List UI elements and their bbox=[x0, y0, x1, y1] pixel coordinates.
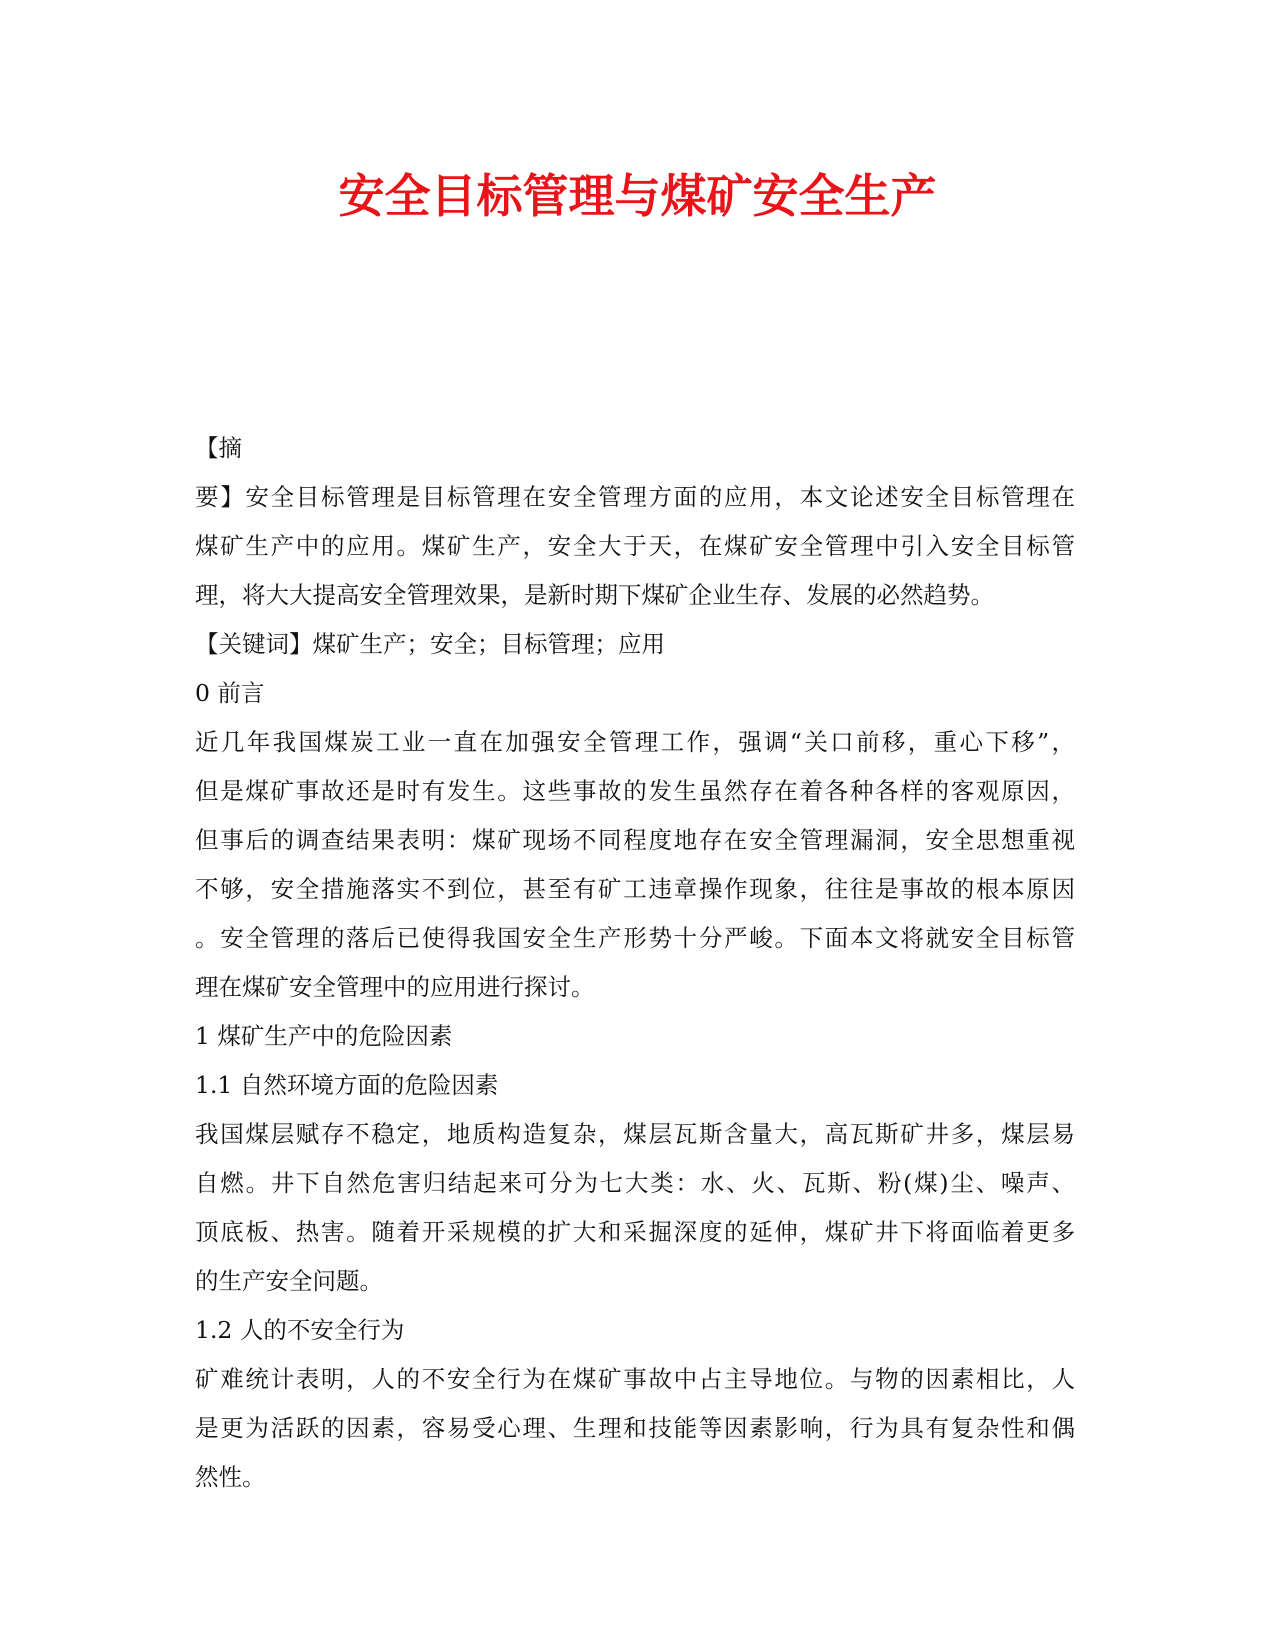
keywords-line: 【关键词】煤矿生产；安全；目标管理；应用 bbox=[195, 630, 665, 658]
paragraph-line: 顶底板、热害。随着开采规模的扩大和采掘深度的延伸，煤矿井下将面临着更多 bbox=[195, 1218, 1075, 1246]
paragraph-line: 理在煤矿安全管理中的应用进行探讨。 bbox=[195, 973, 595, 1001]
abstract-line: 煤矿生产中的应用。煤矿生产，安全大于天，在煤矿安全管理中引入安全目标管 bbox=[195, 532, 1075, 560]
subsection-heading: 1.1 自然环境方面的危险因素 bbox=[195, 1071, 499, 1099]
paragraph-line: 的生产安全问题。 bbox=[195, 1267, 383, 1295]
section-heading: 1 煤矿生产中的危险因素 bbox=[195, 1022, 453, 1050]
paragraph-line: 是更为活跃的因素，容易受心理、生理和技能等因素影响，行为具有复杂性和偶 bbox=[195, 1414, 1075, 1442]
document-body bbox=[195, 424, 1075, 1502]
abstract-line: 要】安全目标管理是目标管理在安全管理方面的应用，本文论述安全目标管理在 bbox=[195, 483, 1075, 511]
paragraph-line: 不够，安全措施落实不到位，甚至有矿工违章操作现象，往往是事故的根本原因 bbox=[195, 875, 1075, 903]
paragraph-line: 我国煤层赋存不稳定，地质构造复杂，煤层瓦斯含量大，高瓦斯矿井多，煤层易 bbox=[195, 1120, 1075, 1148]
paragraph-line: 矿难统计表明，人的不安全行为在煤矿事故中占主导地位。与物的因素相比，人 bbox=[195, 1365, 1075, 1393]
paragraph-line: 近几年我国煤炭工业一直在加强安全管理工作，强调“关口前移，重心下移”， bbox=[195, 728, 1075, 756]
paragraph-line: 但是煤矿事故还是时有发生。这些事故的发生虽然存在着各种各样的客观原因， bbox=[195, 777, 1075, 805]
paragraph-line: 然性。 bbox=[195, 1463, 266, 1491]
subsection-heading: 1.2 人的不安全行为 bbox=[195, 1316, 405, 1344]
paragraph-line: 自燃。井下自然危害归结起来可分为七大类：水、火、瓦斯、粉(煤)尘、噪声、 bbox=[195, 1169, 1075, 1197]
abstract-label-line: 【摘 bbox=[195, 434, 242, 462]
document-title: 安全目标管理与煤矿安全生产 bbox=[338, 169, 937, 223]
abstract-line: 理，将大大提高安全管理效果，是新时期下煤矿企业生存、发展的必然趋势。 bbox=[195, 581, 994, 609]
paragraph-line: 但事后的调查结果表明：煤矿现场不同程度地存在安全管理漏洞，安全思想重视 bbox=[195, 826, 1075, 854]
paragraph-line: 。安全管理的落后已使得我国安全生产形势十分严峻。下面本文将就安全目标管 bbox=[195, 924, 1075, 952]
section-heading: 0 前言 bbox=[195, 679, 265, 707]
